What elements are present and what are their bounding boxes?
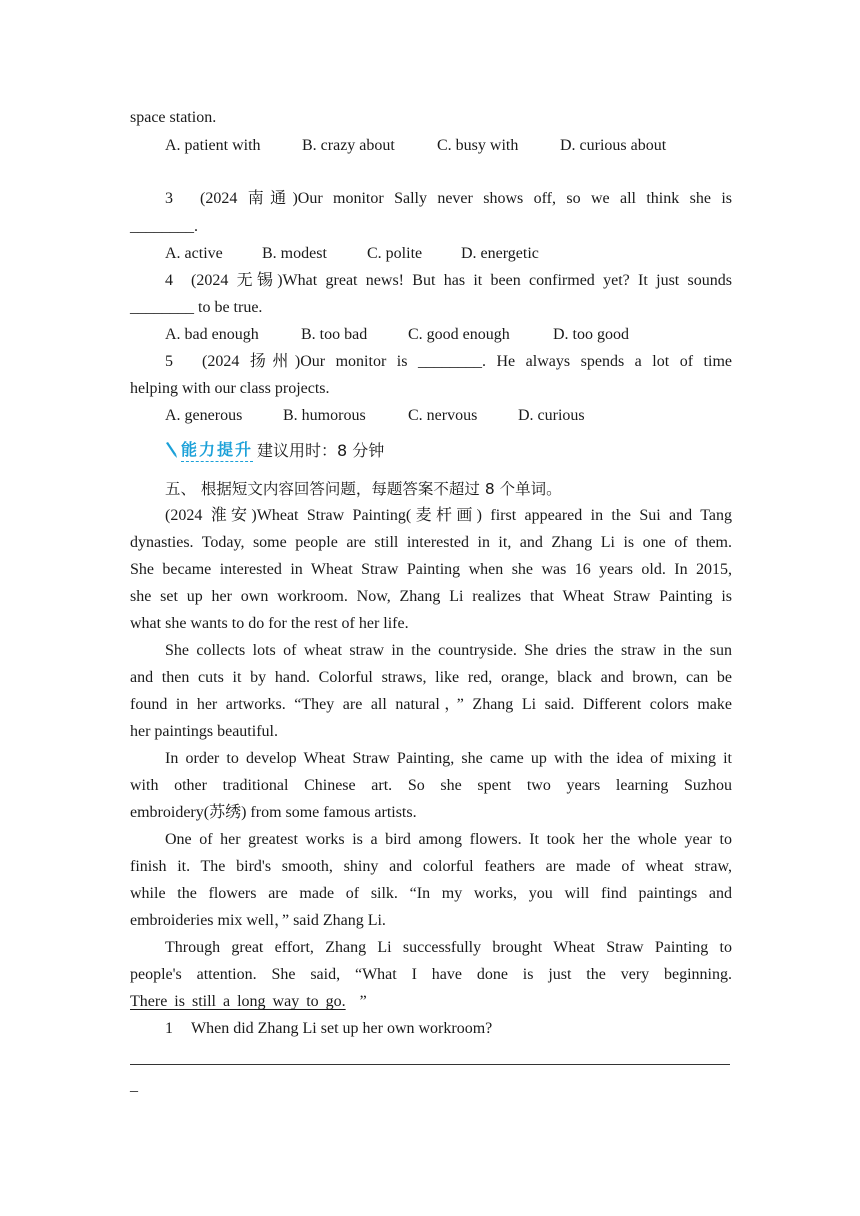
passage-line: what she wants to do for the rest of her life.: [130, 615, 409, 632]
q4-options: [165, 325, 629, 345]
option-b[interactable]: B. humorous: [283, 407, 366, 424]
option-d[interactable]: D. too good: [553, 326, 629, 343]
passage-line: In order to develop Wheat Straw Painting, she came up with the idea of mixing it: [165, 750, 732, 767]
q4-number: 4: [165, 272, 173, 289]
passage-line: her paintings beautiful.: [130, 723, 278, 740]
answer-line-tail: _: [130, 1077, 138, 1094]
underlined-text: There is still a long way to go.: [130, 993, 346, 1010]
q5-options: [165, 406, 585, 426]
badge-label: 能力提升: [181, 437, 253, 462]
option-a[interactable]: A. bad enough: [165, 326, 259, 343]
option-a[interactable]: A. patient with: [165, 137, 261, 154]
q5-continuation: helping with our class projects.: [130, 380, 330, 397]
section-badge: [163, 437, 384, 461]
option-b[interactable]: B. modest: [262, 245, 327, 262]
question-1-number: 1: [165, 1020, 173, 1037]
passage-line: One of her greatest works is a bird among flowers. It took her the whole year to: [165, 831, 732, 848]
q3-line: [130, 189, 732, 209]
q4-line: [130, 271, 732, 291]
passage-line: and then cuts it by hand. Colorful straws, like red, orange, black and brown, can be: [130, 669, 732, 686]
passage-line: finish it. The bird's smooth, shiny and colorful feathers are made of wheat straw,: [130, 858, 732, 875]
passage-line: found in her artworks. “They are all natural，” Zhang Li said. Different colors make: [130, 696, 733, 713]
suggested-time: 建议用时：8 分钟: [257, 440, 385, 460]
q5-line: [130, 352, 732, 372]
passage-line: people's attention. She said, “What I have done is just the very beginning.: [130, 966, 732, 983]
passage-line: Through great effort, Zhang Li successfully brought Wheat Straw Painting to: [165, 939, 732, 956]
q4-text: (2024 无锡)What great news! But has it been confirmed yet? It just sounds: [191, 272, 732, 289]
option-d[interactable]: D. curious: [518, 407, 585, 424]
passage-line: embroideries mix well，” said Zhang Li.: [130, 912, 386, 929]
question-1-text: When did Zhang Li set up her own workroom?: [191, 1020, 493, 1037]
passage-line: dynasties. Today, some people are still interested in it, and Zhang Li is one of them.: [130, 534, 732, 551]
passage-line: She became interested in Wheat Straw Painting when she was 16 years old. In 2015,: [130, 561, 732, 578]
option-c[interactable]: C. good enough: [408, 326, 510, 343]
option-a[interactable]: A. active: [165, 245, 223, 262]
pencil-icon: [163, 439, 181, 459]
passage-line: while the flowers are made of silk. “In my works, you will find paintings and: [130, 885, 732, 902]
option-a[interactable]: A. generous: [165, 407, 243, 424]
option-b[interactable]: B. crazy about: [302, 137, 395, 154]
q3-number: 3: [165, 190, 173, 207]
closing-quote: ”: [359, 993, 367, 1010]
q3-options: [165, 244, 539, 264]
q5-number: 5: [165, 353, 173, 370]
question-1: [165, 1019, 492, 1039]
q3-text: (2024 南通)Our monitor Sally never shows off, so we all think she is: [200, 190, 732, 207]
option-c[interactable]: C. nervous: [408, 407, 478, 424]
passage-line: She collects lots of wheat straw in the countryside. She dries the straw in the sun: [165, 642, 732, 659]
q3-blank: ________.: [130, 218, 198, 235]
passage-underlined-sentence: [130, 992, 367, 1012]
passage-line: embroidery(苏绣) from some famous artists.: [130, 804, 417, 821]
option-b[interactable]: B. too bad: [301, 326, 368, 343]
q2-continuation: space station.: [130, 109, 217, 126]
q2-options: [165, 136, 666, 156]
section-title: 五、 根据短文内容回答问题，每题答案不超过 8 个单词。: [165, 480, 562, 498]
option-d[interactable]: D. energetic: [461, 245, 539, 262]
answer-line[interactable]: [130, 1064, 730, 1065]
option-c[interactable]: C. polite: [367, 245, 423, 262]
passage-line: she set up her own workroom. Now, Zhang Li realizes that Wheat Straw Painting is: [130, 588, 732, 605]
option-c[interactable]: C. busy with: [437, 137, 519, 154]
passage-line: with other traditional Chinese art. So she spent two years learning Suzhou: [130, 777, 732, 794]
passage-line: (2024 淮安)Wheat Straw Painting(麦杆画) first appeared in the Sui and Tang: [165, 507, 732, 524]
q5-text: (2024 扬州)Our monitor is ________. He always spends a lot of time: [202, 353, 732, 370]
option-d[interactable]: D. curious about: [560, 137, 667, 154]
q4-continuation: ________ to be true.: [130, 299, 263, 316]
